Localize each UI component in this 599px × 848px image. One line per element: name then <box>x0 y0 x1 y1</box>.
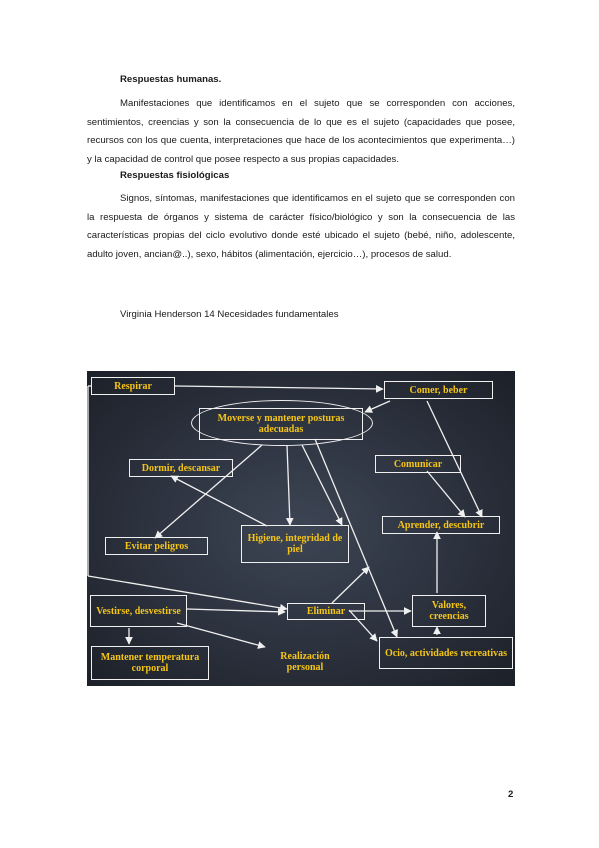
link-vestirse-realizacion <box>177 623 265 647</box>
node-evitar-peligros: Evitar peligros <box>105 537 208 555</box>
henderson-needs-diagram <box>87 371 515 686</box>
node-moverse: Moverse y mantener posturas adecuadas <box>199 408 363 440</box>
node-aprender: Aprender, descubrir <box>382 516 500 534</box>
node-comer-beber: Comer, beber <box>384 381 493 399</box>
link-higiene-dormir <box>171 476 267 526</box>
node-respirar: Respirar <box>91 377 175 395</box>
link-respirar-comer <box>175 386 383 389</box>
node-higiene: Higiene, integridad de piel <box>241 525 349 563</box>
node-realizacion: Realización personal <box>280 651 330 673</box>
link-comer-moverse <box>365 401 390 412</box>
node-vestirse: Vestirse, desvestirse <box>90 595 187 627</box>
node-valores: Valores, creencias <box>412 595 486 627</box>
link-vestirse-eliminar <box>187 609 285 612</box>
link-elim-higiene <box>332 567 369 603</box>
node-ocio: Ocio, actividades recreativas <box>379 637 513 669</box>
paragraph-respuestas-humanas: Manifestaciones que identificamos en el sujeto que se corresponden con acciones, sentimientos, creencias y son la consecuencia de lo que es el sujeto (capacidades que posee, recursos con los que cuenta, interpretaciones que hace de los acontecimientos que experimenta…) y la capacidad de control que posee respecto a sus propias capacidades. <box>87 98 515 165</box>
diagram-caption: Virginia Henderson 14 Necesidades fundamentales <box>120 309 339 320</box>
heading-respuestas-fisiologicas: Respuestas fisiológicas <box>120 170 230 181</box>
link-moverse-higiene <box>287 445 290 525</box>
node-dormir: Dormir, descansar <box>129 459 233 477</box>
node-mantener-temperatura: Mantener temperatura corporal <box>91 646 209 680</box>
page-number: 2 <box>508 789 514 800</box>
paragraph-respuestas-fisiologicas: Signos, síntomas, manifestaciones que identificamos en el sujeto que se corresponden con la respuesta de órganos y sistema de carácter físico/biológico y son la consecuencia de las características propias del ciclo evolutivo donde esté ubicado el sujeto (bebé, niño, adolescente, adulto joven, ancian@..), sexo, hábitos (alimentación, ejercicio…), procesos de salud. <box>87 193 515 260</box>
node-comunicar: Comunicar <box>375 455 461 473</box>
node-eliminar: Eliminar <box>287 603 365 620</box>
heading-respuestas-humanas: Respuestas humanas. <box>120 74 222 85</box>
link-comunicar-aprender <box>427 471 465 517</box>
